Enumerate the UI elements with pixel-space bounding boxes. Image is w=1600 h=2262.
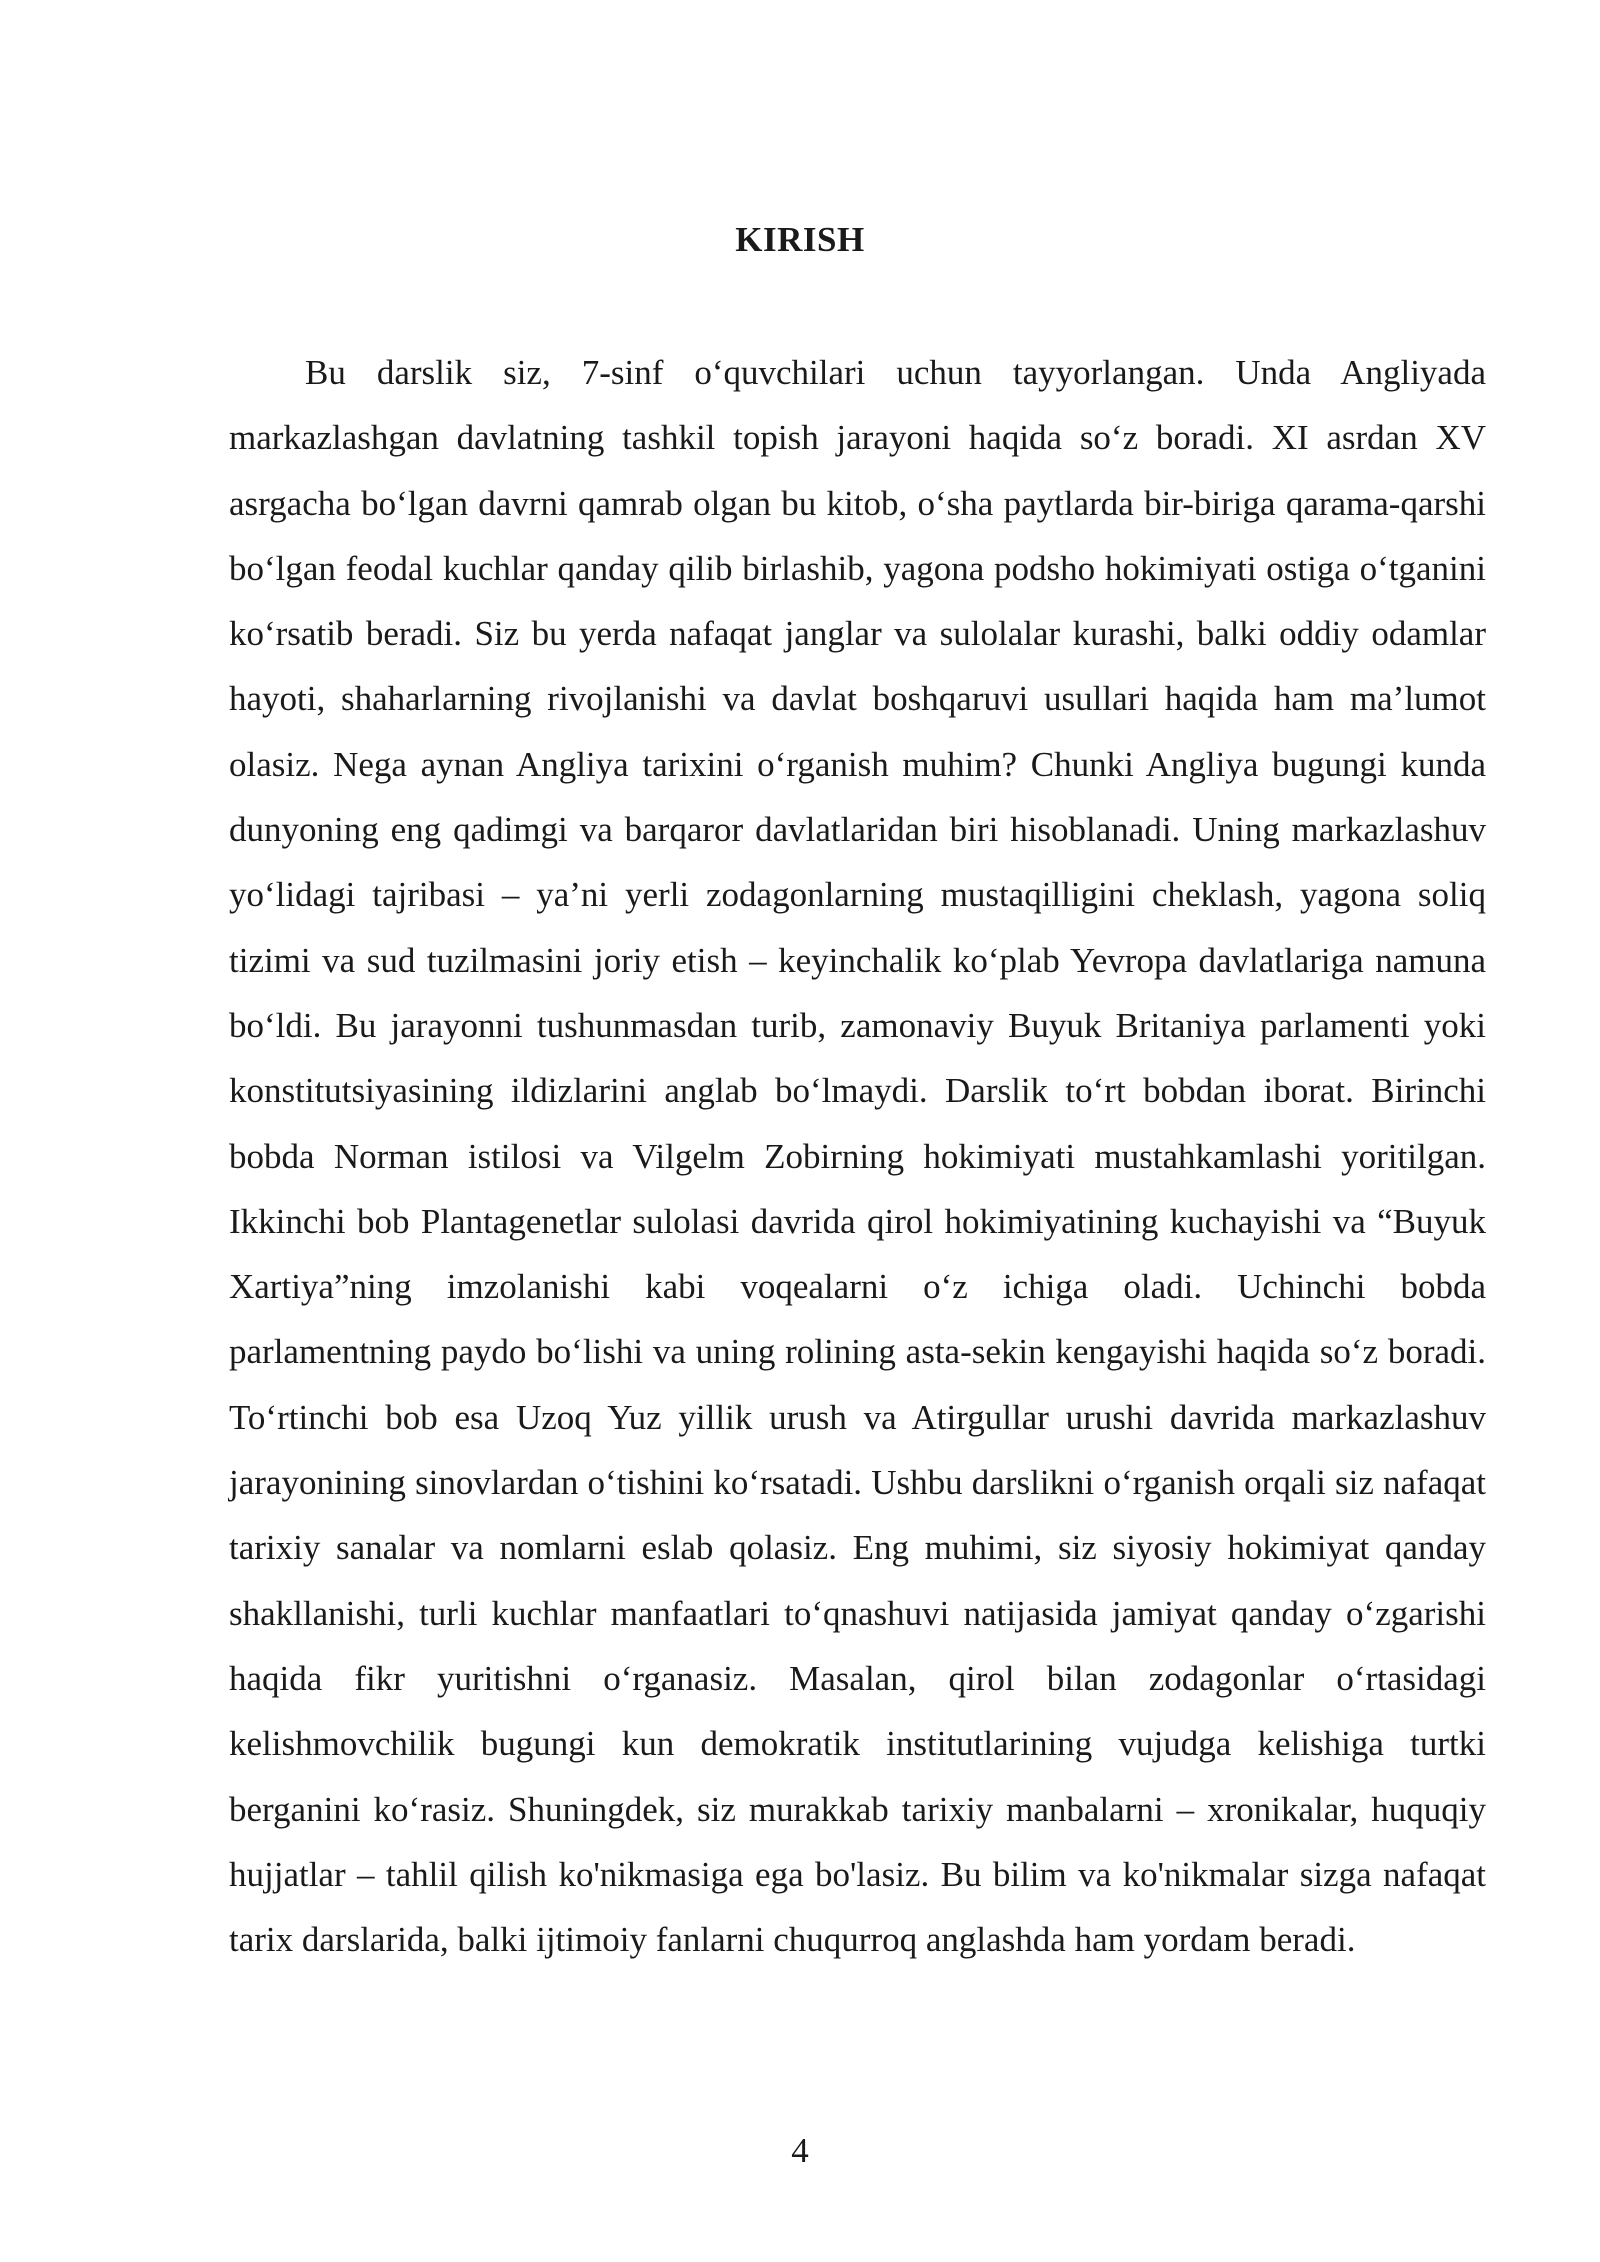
page-number: 4 bbox=[791, 2131, 809, 2170]
page-title: KIRISH bbox=[735, 220, 865, 259]
body-paragraph: Bu darslik siz, 7-sinf o‘quvchilari uchun tayyorlangan. Unda Angliyada markazlashgan davlatning tashkil topish jarayoni haqida so‘z boradi. XI asrdan XV asrgacha bo‘lgan davrni qamrab olgan bu kitob, o‘sha paytlarda bir-biriga qarama-qarshi bo‘lgan feodal kuchlar qanday qilib birlashib, yagona podsho hokimiyati ostiga o‘tganini ko‘rsatib beradi. Siz bu yerda nafaqat janglar va sulolalar kurashi, balki oddiy odamlar hayoti, shaharlarning rivojlanishi va davlat boshqaruvi usullari haqida ham ma’lumot olasiz. Nega aynan Angliya tarixini o‘rganish muhim? Chunki Angliya bugungi kunda dunyoning eng qadimgi va barqaror davlatlaridan biri hisoblanadi. Uning markazlashuv yo‘lidagi tajribasi – ya’ni yerli zodagonlarning mustaqilligini cheklash, yagona soliq tizimi va sud tuzilmasini joriy etish – keyinchalik ko‘plab Yevropa davlatlariga namuna bo‘ldi. Bu jarayonni tushunmasdan turib, zamonaviy Buyuk Britaniya parlamenti yoki konstitutsiyasining ildizlarini anglab bo‘lmaydi. Darslik to‘rt bobdan iborat. Birinchi bobda Norman istilosi va Vilgelm Zobirning hokimiyati mustahkamlashi yoritilgan. Ikkinchi bob Plantagenetlar sulolasi davrida qirol hokimiyatining kuchayishi va “Buyuk Xartiya”ning imzolanishi kabi voqealarni o‘z ichiga oladi. Uchinchi bobda parlamentning paydo bo‘lishi va uning rolining asta-sekin kengayishi haqida so‘z boradi. To‘rtinchi bob esa Uzoq Yuz yillik urush va Atirgullar urushi davrida markazlashuv jarayonining sinovlardan o‘tishini ko‘rsatadi. Ushbu darslikni o‘rganish orqali siz nafaqat tarixiy sanalar va nomlarni eslab qolasiz. Eng muhimi, siz siyosiy hokimiyat qanday shakllanishi, turli kuchlar manfaatlari to‘qnashuvi natijasida jamiyat qanday o‘zgarishi haqida fikr yuritishni o‘rganasiz. Masalan, qirol bilan zodagonlar o‘rtasidagi kelishmovchilik bugungi kun demokratik institutlarining vujudga kelishiga turtki berganini ko‘rasiz. Shuningdek, siz murakkab tarixiy manbalarni – xronikalar, huquqiy hujjatlar – tahlil qilish ko'nikmasiga ega bo'lasiz. Bu bilim va ko'nikmalar sizga nafaqat tarix darslarida, balki ijtimoiy fanlarni chuqurroq anglashda ham yordam beradi. bbox=[229, 353, 1486, 1960]
